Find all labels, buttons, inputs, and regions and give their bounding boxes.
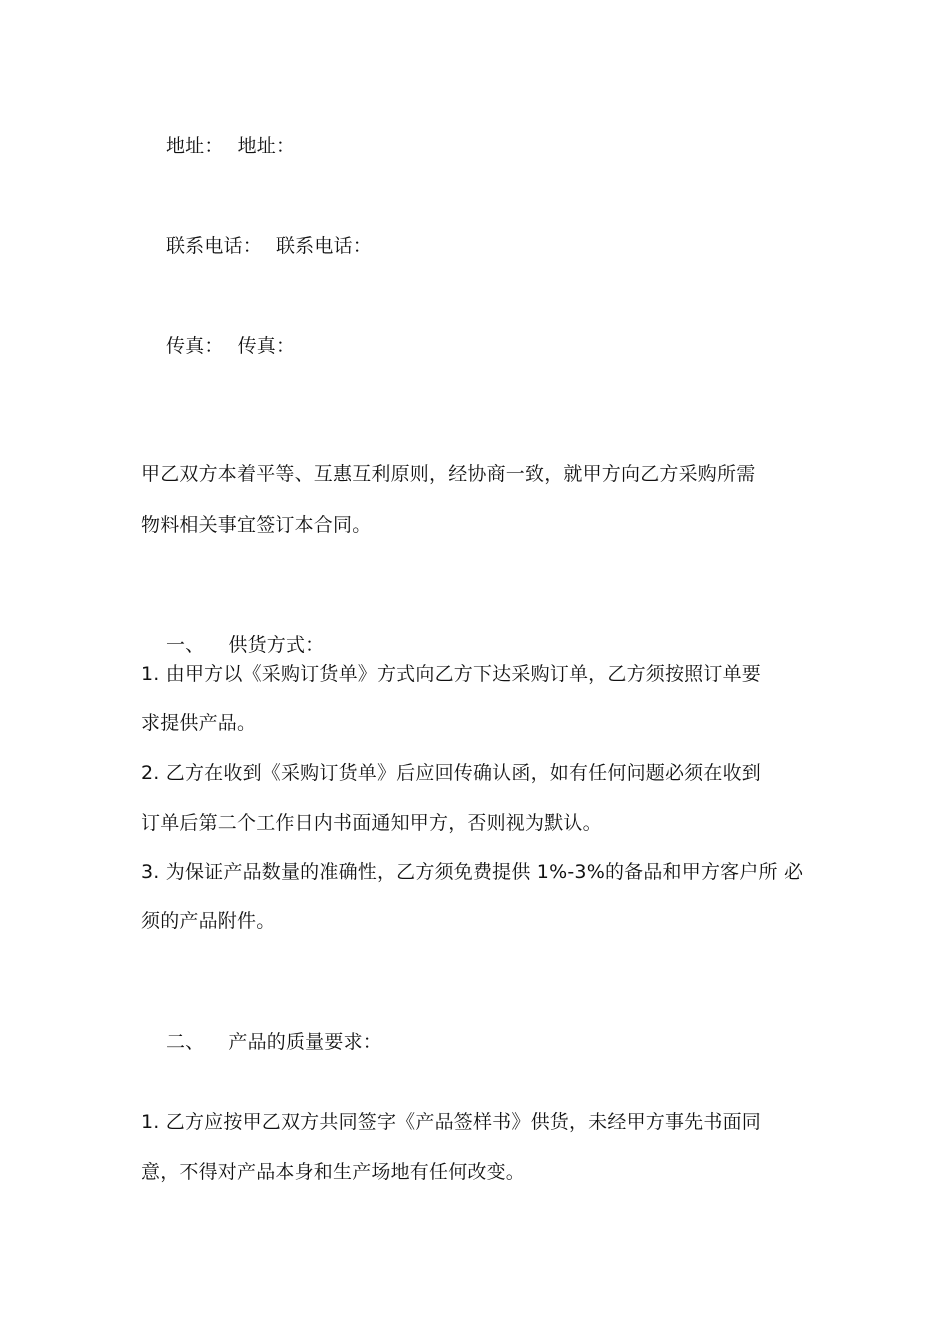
fax-label-party-a: 传真： [165,335,224,357]
section-1-item-2-line-1: 2. 乙方在收到《采购订货单》后应回传确认函，如有任何问题必须在收到 [141,762,761,784]
section-1-item-3-line-2: 须的产品附件。 [141,910,276,932]
section-1-item-3-line-1: 3. 为保证产品数量的准确性，乙方须免费提供 1%-3%的备品和甲方客户所 必 [141,861,804,883]
section-1-item-1-line-2: 求提供产品。 [141,712,257,734]
section-2-item-1-line-1: 1. 乙方应按甲乙双方共同签字《产品签样书》供货，未经甲方事先书面同 [141,1111,761,1133]
phone-label-party-b: 联系电话： [275,235,372,257]
fax-row [141,318,295,375]
section-2-item-1-line-2: 意，不得对产品本身和生产场地有任何改变。 [141,1161,526,1183]
section-2-title: 产品的质量要求： [228,1031,382,1053]
section-1-item-1-line-1: 1. 由甲方以《采购订货单》方式向乙方下达采购订单，乙方须按照订单要 [141,663,761,685]
address-row [141,118,295,175]
section-1-item-2-line-2: 订单后第二个工作日内书面通知甲方，否则视为默认。 [141,812,602,834]
preamble-line-2: 物料相关事宜签订本合同。 [141,514,372,536]
fax-label-party-b: 传真： [237,335,296,357]
preamble-line-1: 甲乙双方本着平等、互惠互利原则，经协商一致，就甲方向乙方采购所需 [141,463,756,485]
section-2-heading [141,1014,382,1071]
address-label-party-a: 地址： [165,135,224,157]
phone-label-party-a: 联系电话： [165,235,262,257]
section-2-number: 二、 [165,1031,205,1053]
section-1-number: 一、 [165,634,205,656]
address-label-party-b: 地址： [237,135,296,157]
section-1-title: 供货方式： [228,634,325,656]
phone-row [141,218,372,275]
